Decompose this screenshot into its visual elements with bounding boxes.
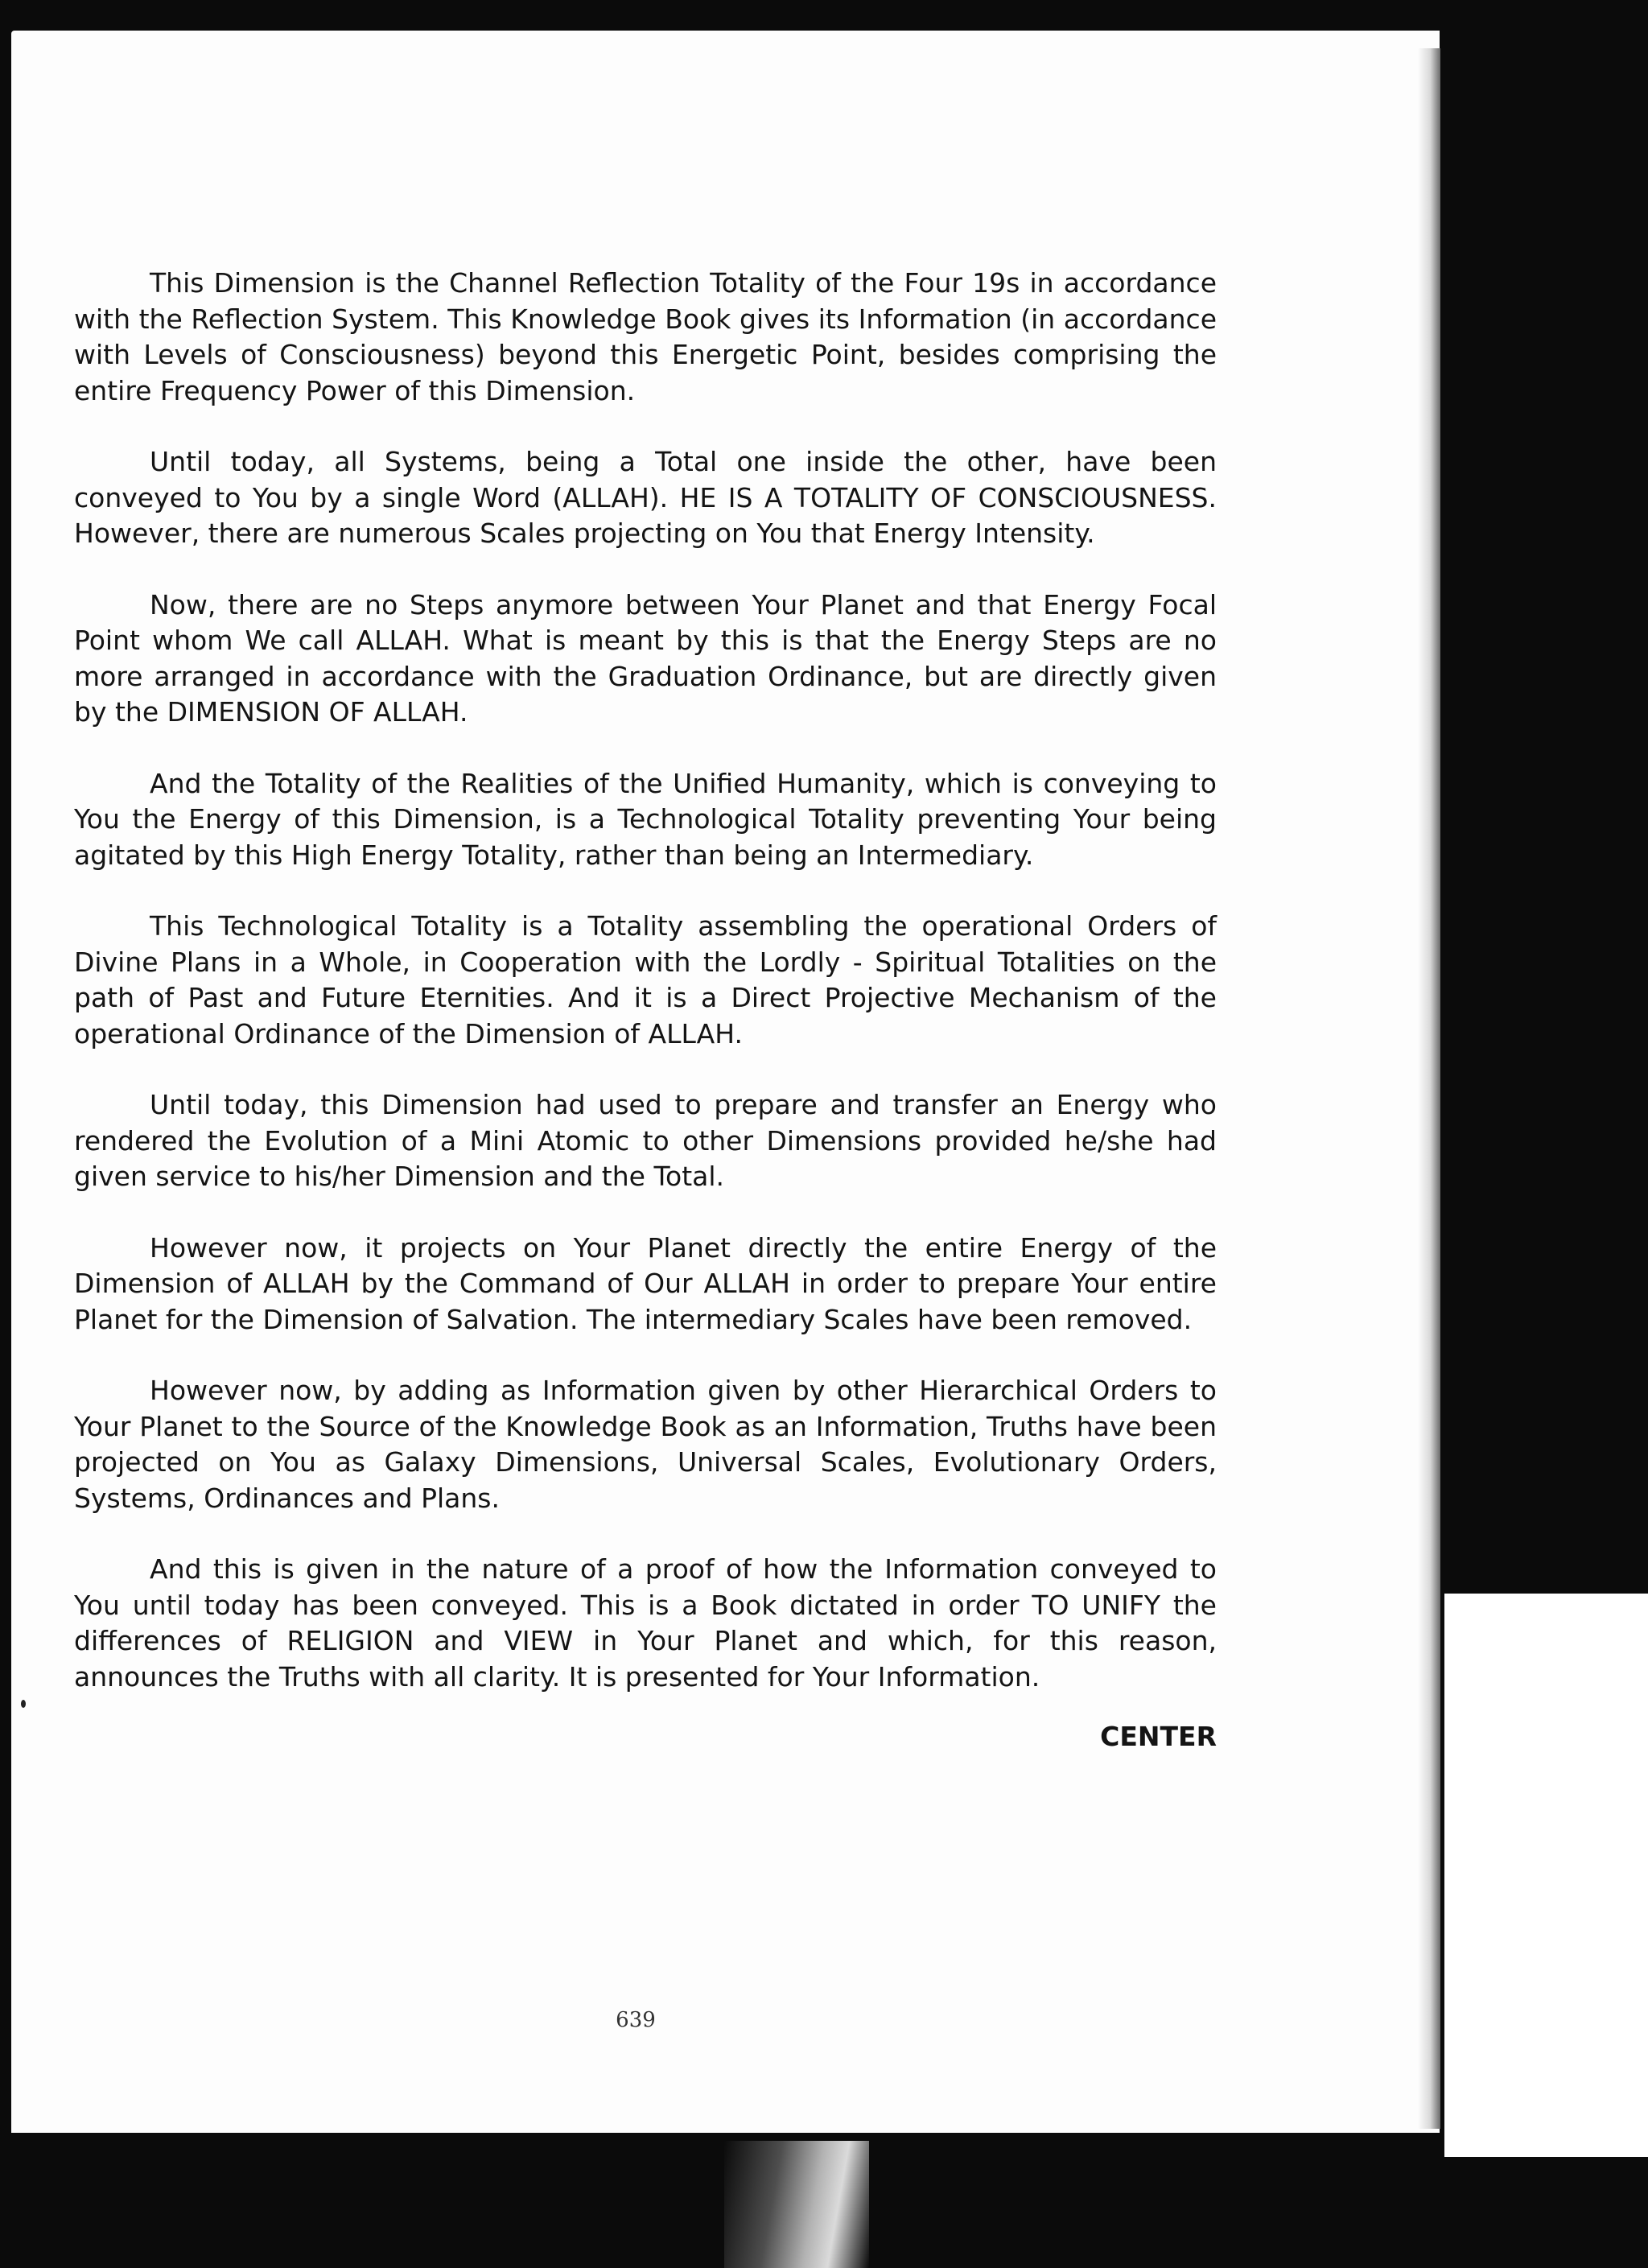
body-text xyxy=(74,266,1217,1730)
paragraph-5: This Technological Totality is a Totality assembling the operational Orders of Divine Plans in a Whole, in Cooperation with the Lordly - Spiritual Totalities on the path of Past and Future Eternities. And it is a Direct Projective Mechanism of the operational Ordinance of the Dimension of ALLAH. xyxy=(74,910,1217,1049)
paragraph-4: And the Totality of the Realities of the Unified Humanity, which is conveying to You the Energy of this Dimension, is a Technological Totality preventing Your being agitated by this High Energy Totality, rather than being an Intermediary. xyxy=(74,767,1217,871)
page-number: 639 xyxy=(616,2008,656,2032)
page-edge-shadow xyxy=(1418,48,1440,2129)
paragraph-6: Until today, this Dimension had used to prepare and transfer an Energy who rendered the Evolution of a Mini Atomic to other Dimensions provided he/she had given service to his/her Dimension and the Total. xyxy=(74,1089,1217,1192)
stray-mark xyxy=(21,1700,26,1708)
paragraph-1: This Dimension is the Channel Reflection Totality of the Four 19s in accordance with the Reflection System. This Knowledge Book gives its Information (in accordance with Levels of Consciousness) beyond this Energetic Point, besides comprising the entire Frequency Power of this Dimension. xyxy=(74,267,1217,406)
paragraph-9: And this is given in the nature of a proof of how the Information conveyed to You until today has been conveyed. This is a Book dictated in order TO UNIFY the differences of RELIGION and VIEW in Your Planet and which, for this reason, announces the Truths with all clarity. It is presented for Your Information. xyxy=(74,1553,1217,1693)
paragraph-8: However now, by adding as Information given by other Hierarchical Orders to Your Planet to the Source of the Knowledge Book as an Information, Truths have been projected on You as Galaxy Dimensions, Universal Scales, Evolutionary Orders, Systems, Ordinances and Plans. xyxy=(74,1375,1217,1514)
scan-edge-patch xyxy=(1444,1594,1648,2157)
scan-glare xyxy=(724,2141,869,2268)
paragraph-7: However now, it projects on Your Planet directly the entire Energy of the Dimension of ALLAH by the Command of Our ALLAH in order to prepare Your entire Planet for the Dimension of Salvation. The intermediary Scales have been removed. xyxy=(74,1231,1217,1335)
paragraph-2: Until today, all Systems, being a Total one inside the other, have been conveyed to You by a single Word (ALLAH). HE IS A TOTALITY OF CONSCIOUSNESS. However, there are numerous Scales projecting on You that Energy Intensity. xyxy=(74,446,1217,549)
paragraph-3: Now, there are no Steps anymore between Your Planet and that Energy Focal Point whom We call ALLAH. What is meant by this is that the Energy Steps are no more arranged in accordance with the Graduation Ordinance, but are directly given by the DIMENSION OF ALLAH. xyxy=(74,588,1217,728)
signature: CENTER xyxy=(1100,1721,1217,1752)
